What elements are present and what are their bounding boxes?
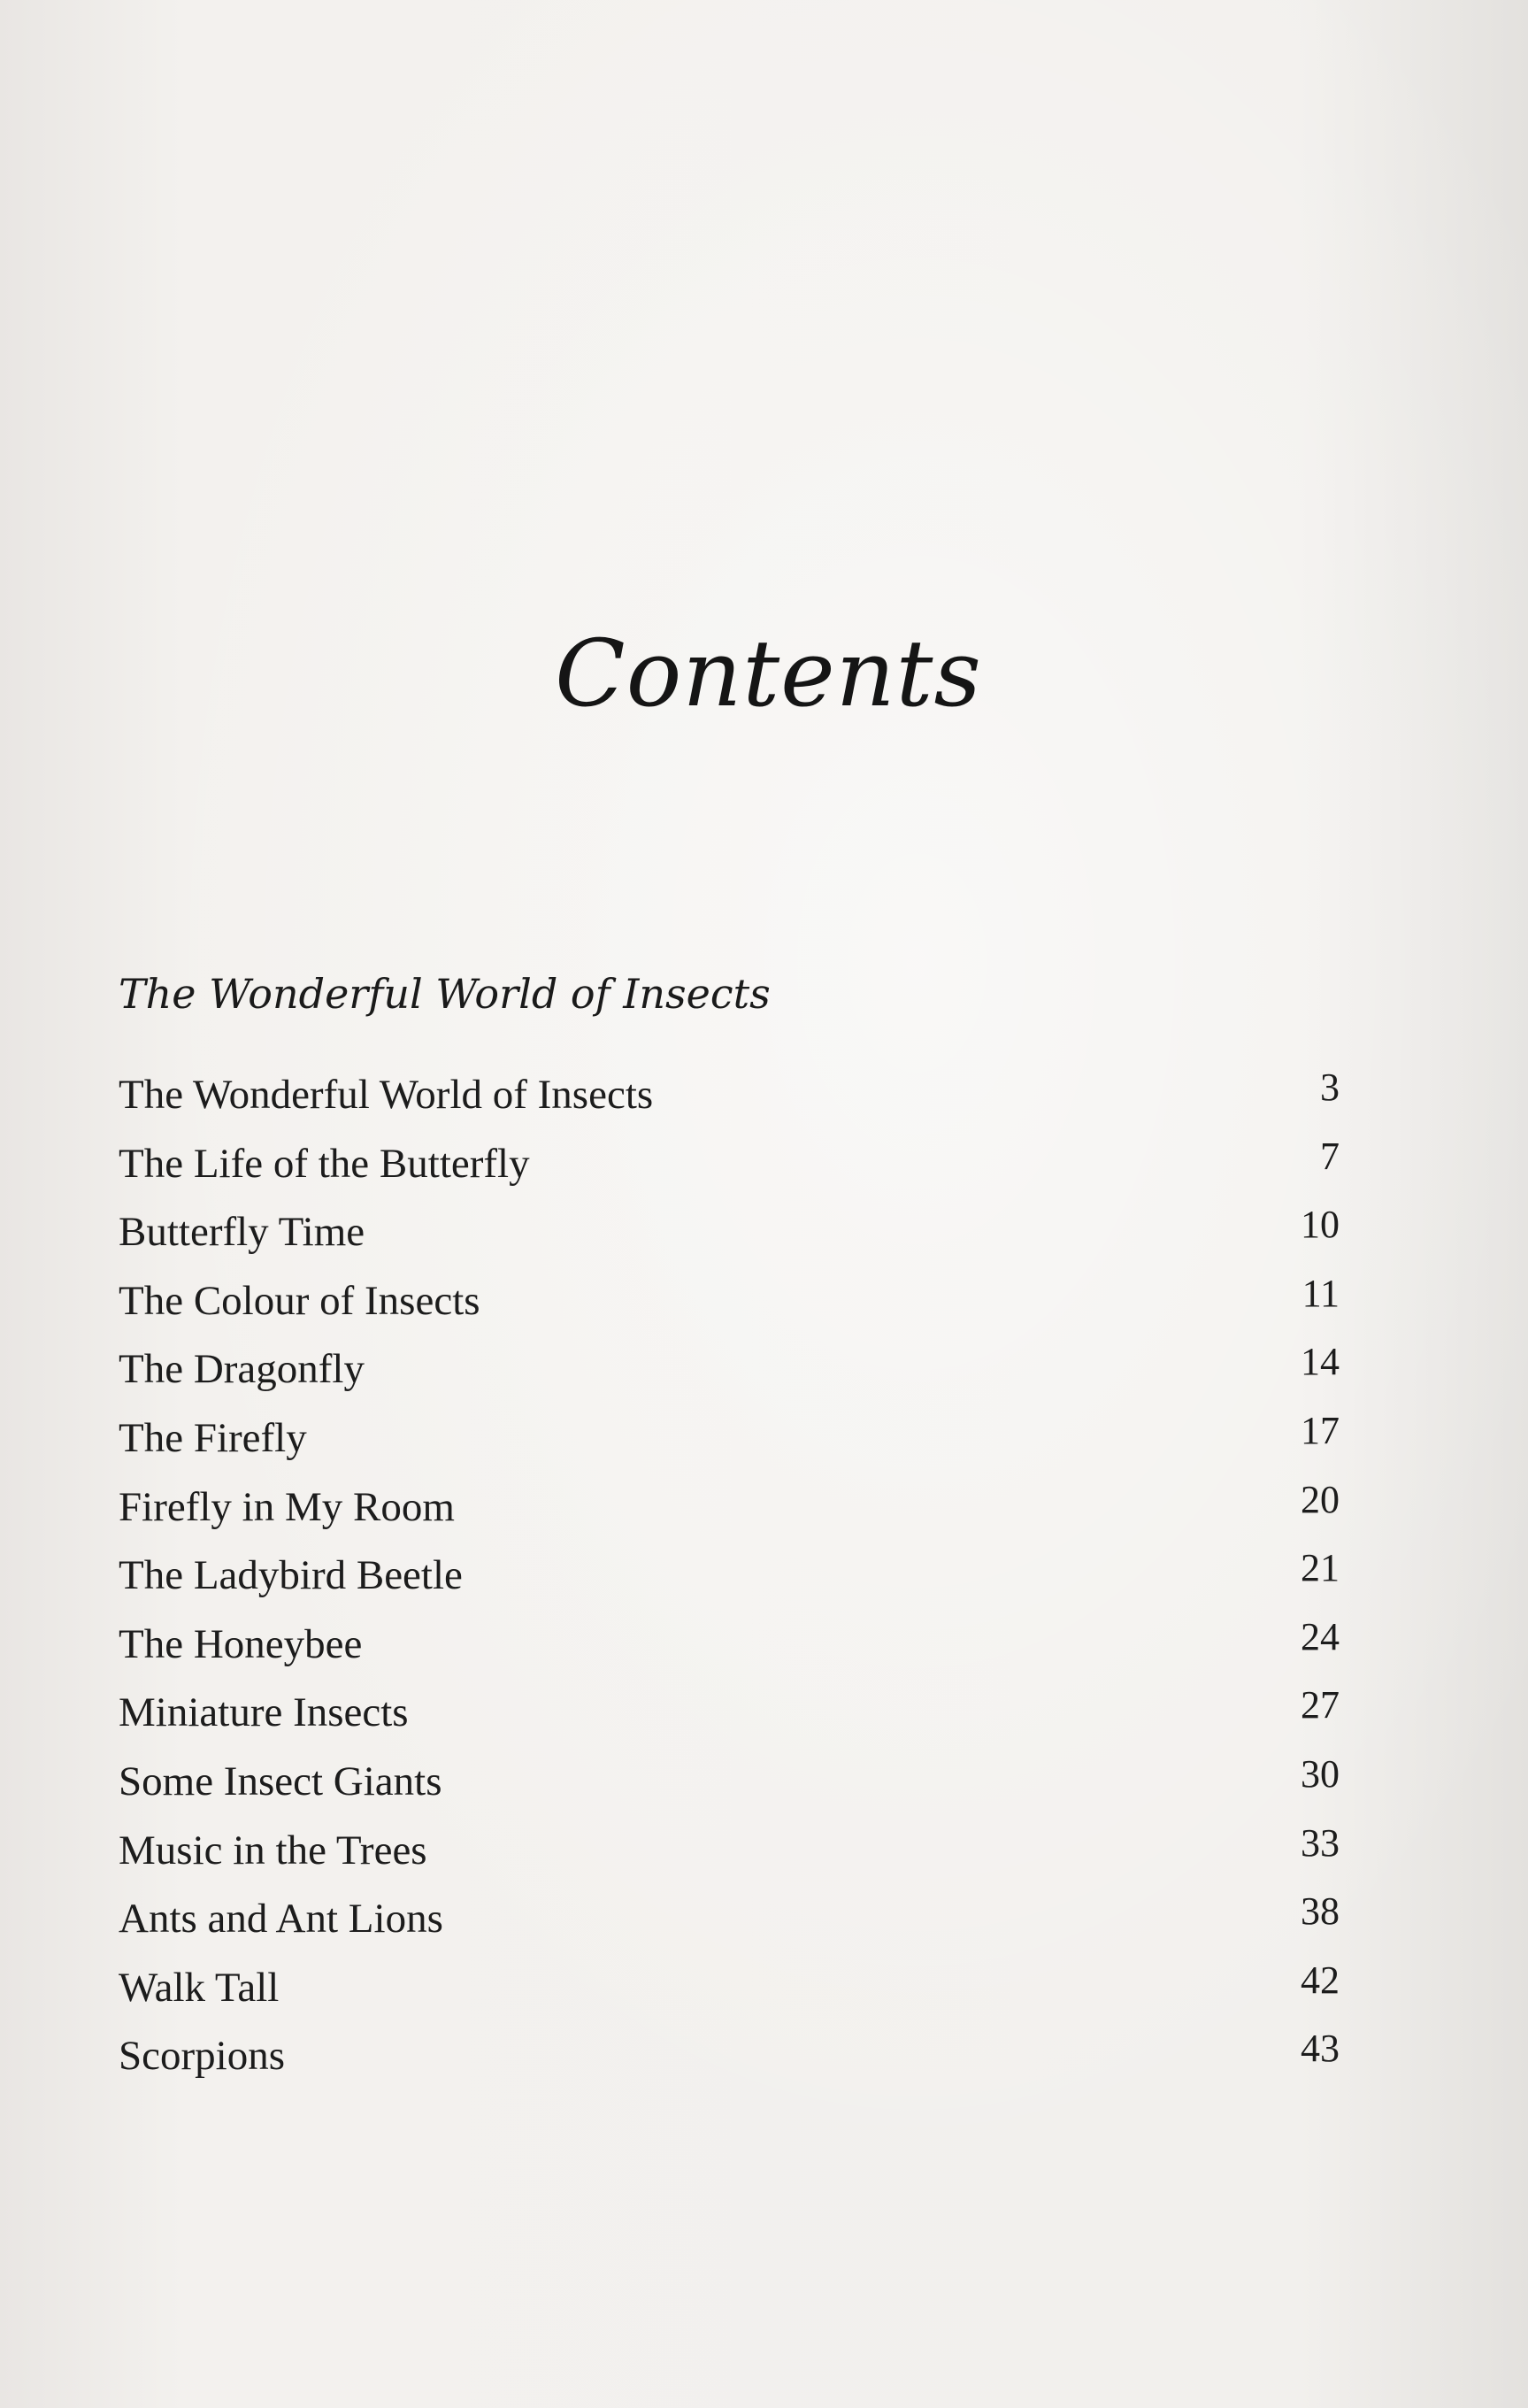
- toc-entry[interactable]: [119, 2029, 1340, 2098]
- toc-entry-page: 11: [1301, 1271, 1340, 1315]
- toc-entry-title: Some Insect Giants: [119, 1758, 442, 1804]
- toc-entry[interactable]: [119, 1408, 1340, 1481]
- toc-entry[interactable]: [119, 1068, 1340, 1137]
- toc-entry-page: 3: [1320, 1066, 1340, 1109]
- toc-entry-title: Ants and Ant Lions: [119, 1896, 443, 1943]
- toc-entry-page: 10: [1301, 1203, 1340, 1247]
- toc-entry-page: 24: [1301, 1614, 1340, 1658]
- toc-entry-title: The Honeybee: [119, 1620, 363, 1667]
- toc-entry-title: The Ladybird Beetle: [119, 1552, 463, 1599]
- toc-entry-title: The Life of the Butterfly: [119, 1140, 530, 1187]
- toc-entry-page: 30: [1301, 1751, 1340, 1796]
- toc-entry-page: 14: [1301, 1340, 1340, 1384]
- page-title: Contents: [555, 619, 982, 727]
- toc-entry-title: Walk Tall: [119, 1964, 280, 2011]
- section-heading: The Wonderful World of Insects: [119, 970, 771, 1018]
- toc-entry-page: 43: [1301, 2027, 1340, 2071]
- toc-entry-title: Music in the Trees: [119, 1827, 427, 1873]
- toc-entry-title: Scorpions: [119, 2033, 285, 2080]
- toc-entry-page: 27: [1301, 1683, 1340, 1727]
- toc-entry-title: The Colour of Insects: [119, 1277, 480, 1324]
- toc-entry-page: 20: [1301, 1477, 1340, 1521]
- toc-list: [119, 1068, 1340, 2098]
- toc-entry[interactable]: [119, 1614, 1340, 1687]
- toc-entry[interactable]: [119, 1342, 1340, 1412]
- toc-entry-page: 21: [1301, 1546, 1340, 1590]
- toc-entry-page: 17: [1301, 1408, 1340, 1452]
- toc-entry[interactable]: [119, 1820, 1340, 1893]
- toc-entry[interactable]: [119, 1751, 1340, 1824]
- toc-entry-page: 38: [1301, 1889, 1340, 1934]
- toc-entry[interactable]: [119, 1205, 1340, 1274]
- toc-entry-title: The Dragonfly: [119, 1346, 365, 1393]
- toc-entry-title: The Firefly: [119, 1414, 307, 1461]
- toc-entry[interactable]: [119, 1958, 1340, 2030]
- toc-entry-title: Miniature Insects: [119, 1689, 409, 1736]
- toc-entry[interactable]: [119, 1889, 1340, 1961]
- toc-entry-page: 33: [1301, 1820, 1340, 1865]
- toc-entry[interactable]: [119, 1134, 1340, 1206]
- toc-entry[interactable]: [119, 1546, 1340, 1618]
- toc-entry-title: Butterfly Time: [119, 1209, 365, 1256]
- toc-entry-title: Firefly in My Room: [119, 1483, 455, 1530]
- toc-entry-title: The Wonderful World of Insects: [119, 1072, 654, 1118]
- toc-entry[interactable]: [119, 1271, 1340, 1343]
- toc-entry[interactable]: [119, 1683, 1340, 1755]
- toc-entry[interactable]: [119, 1477, 1340, 1550]
- toc-entry-page: 7: [1320, 1134, 1340, 1178]
- toc-entry-page: 42: [1301, 1958, 1340, 2002]
